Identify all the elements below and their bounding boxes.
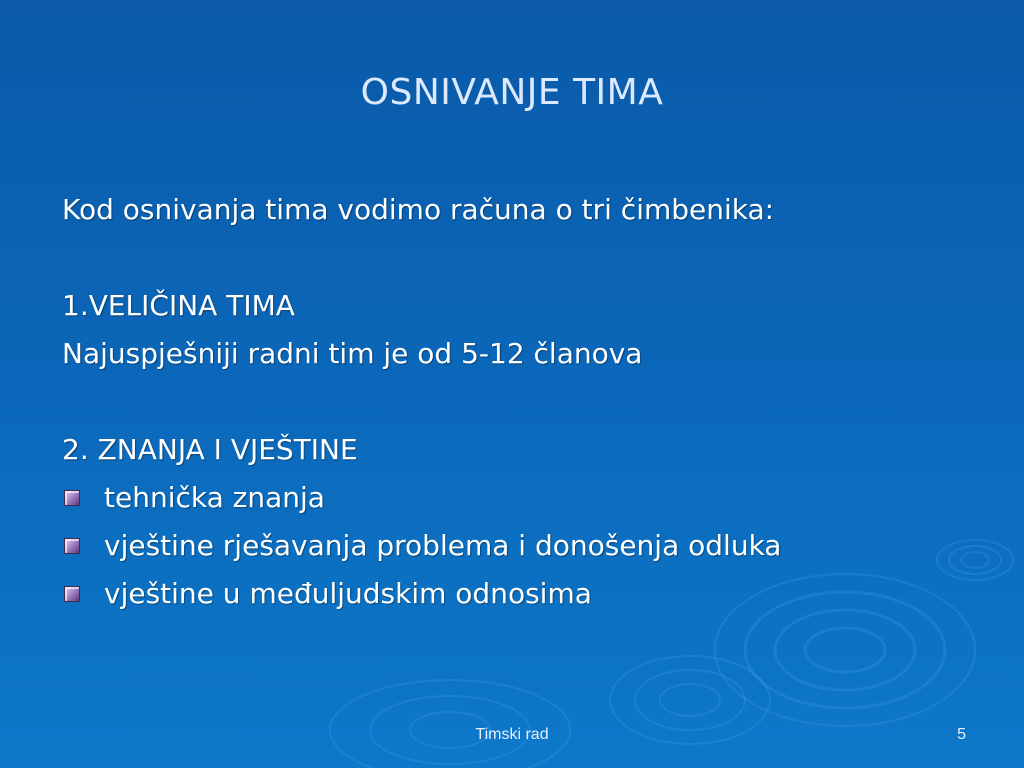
square-bullet-icon xyxy=(64,586,80,602)
spacer xyxy=(62,378,962,426)
section-heading-skills: 2. ZNANJA I VJEŠTINE xyxy=(62,433,358,466)
list-item xyxy=(62,522,962,570)
intro-text: Kod osnivanja tima vodimo računa o tri čimbenika: xyxy=(62,193,775,226)
footer-title: Timski rad xyxy=(475,726,549,743)
spacer xyxy=(62,234,962,282)
section-text-size: Najuspješniji radni tim je od 5-12 članova xyxy=(62,337,643,370)
bullet-text: vještine rješavanja problema i donošenja odluka xyxy=(104,529,782,562)
square-bullet-icon xyxy=(64,538,80,554)
page-number: 5 xyxy=(957,726,966,743)
slide-body xyxy=(62,186,962,618)
bullet-text: tehnička znanja xyxy=(104,481,325,514)
square-bullet-icon xyxy=(64,490,80,506)
list-item xyxy=(62,570,962,618)
list-item xyxy=(62,474,962,522)
section-heading-size: 1.VELIČINA TIMA xyxy=(62,289,295,322)
bullet-text: vještine u međuljudskim odnosima xyxy=(104,577,592,610)
slide-title: OSNIVANJE TIMA xyxy=(360,72,664,113)
